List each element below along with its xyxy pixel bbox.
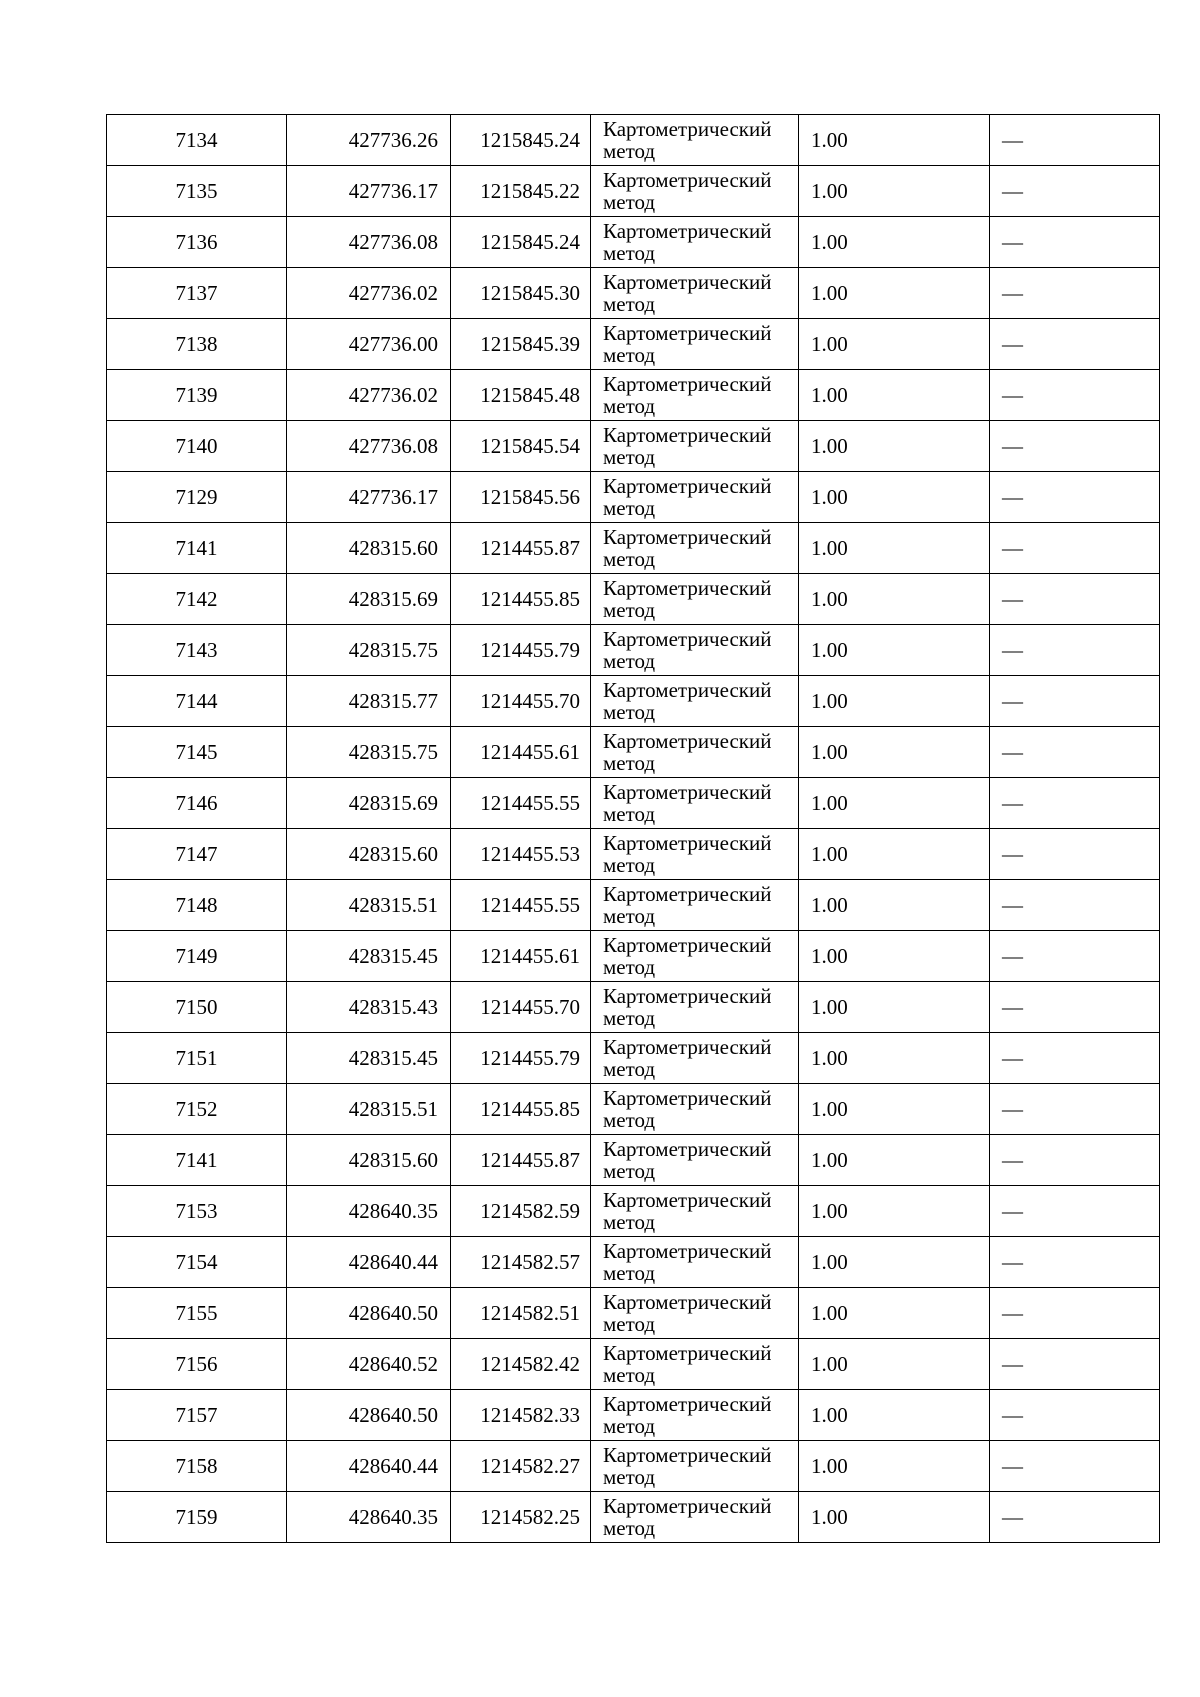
precision-cell: 1.00 (799, 166, 990, 217)
table-row (107, 421, 1160, 472)
table-row (107, 676, 1160, 727)
method-line-2: метод (603, 1057, 656, 1081)
method-line-2: метод (603, 1312, 656, 1336)
method-cell (591, 1339, 799, 1390)
x-coordinate-cell: 427736.26 (287, 115, 451, 166)
method-line-2: метод (603, 496, 656, 520)
precision-cell: 1.00 (799, 931, 990, 982)
method-cell (591, 421, 799, 472)
method-line-1: Картометрический (603, 320, 772, 345)
precision-cell: 1.00 (799, 574, 990, 625)
description-cell: — (990, 421, 1160, 472)
description-cell: — (990, 319, 1160, 370)
y-coordinate-cell: 1215845.56 (451, 472, 591, 523)
table-row (107, 1033, 1160, 1084)
method-cell (591, 217, 799, 268)
method-line-2: метод (603, 394, 656, 418)
x-coordinate-cell: 427736.17 (287, 166, 451, 217)
table-row (107, 115, 1160, 166)
precision-cell: 1.00 (799, 217, 990, 268)
x-coordinate-cell: 428315.60 (287, 523, 451, 574)
y-coordinate-cell: 1215845.30 (451, 268, 591, 319)
method-line-2: метод (603, 1261, 656, 1285)
table-row (107, 523, 1160, 574)
y-coordinate-cell: 1214455.53 (451, 829, 591, 880)
table-row (107, 574, 1160, 625)
point-number-cell: 7140 (107, 421, 287, 472)
method-line-1: Картометрический (603, 1442, 772, 1467)
method-line-1: Картометрический (603, 1187, 772, 1212)
method-line-2: метод (603, 1006, 656, 1030)
x-coordinate-cell: 428640.50 (287, 1390, 451, 1441)
method-line-1: Картометрический (603, 1136, 772, 1161)
precision-cell: 1.00 (799, 727, 990, 778)
precision-cell: 1.00 (799, 370, 990, 421)
y-coordinate-cell: 1214582.59 (451, 1186, 591, 1237)
method-line-1: Картометрический (603, 830, 772, 855)
x-coordinate-cell: 427736.08 (287, 217, 451, 268)
description-cell: — (990, 1033, 1160, 1084)
x-coordinate-cell: 428315.75 (287, 625, 451, 676)
point-number-cell: 7134 (107, 115, 287, 166)
description-cell: — (990, 880, 1160, 931)
method-line-2: метод (603, 343, 656, 367)
precision-cell: 1.00 (799, 1186, 990, 1237)
x-coordinate-cell: 428640.52 (287, 1339, 451, 1390)
method-line-2: метод (603, 904, 656, 928)
description-cell: — (990, 727, 1160, 778)
method-cell (591, 931, 799, 982)
method-cell (591, 880, 799, 931)
x-coordinate-cell: 427736.00 (287, 319, 451, 370)
description-cell: — (990, 1084, 1160, 1135)
precision-cell: 1.00 (799, 982, 990, 1033)
method-line-1: Картометрический (603, 1289, 772, 1314)
table-row (107, 880, 1160, 931)
table-row (107, 1084, 1160, 1135)
precision-cell: 1.00 (799, 1492, 990, 1543)
method-line-1: Картометрический (603, 524, 772, 549)
method-cell (591, 676, 799, 727)
precision-cell: 1.00 (799, 1288, 990, 1339)
y-coordinate-cell: 1214455.79 (451, 1033, 591, 1084)
coordinates-table-body (107, 115, 1160, 1543)
point-number-cell: 7155 (107, 1288, 287, 1339)
method-line-2: метод (603, 1465, 656, 1489)
y-coordinate-cell: 1215845.24 (451, 217, 591, 268)
x-coordinate-cell: 427736.02 (287, 268, 451, 319)
table-row (107, 472, 1160, 523)
method-cell (591, 778, 799, 829)
method-cell (591, 1288, 799, 1339)
method-cell (591, 1492, 799, 1543)
precision-cell: 1.00 (799, 523, 990, 574)
table-row (107, 931, 1160, 982)
precision-cell: 1.00 (799, 625, 990, 676)
x-coordinate-cell: 428315.75 (287, 727, 451, 778)
y-coordinate-cell: 1214455.85 (451, 1084, 591, 1135)
y-coordinate-cell: 1215845.24 (451, 115, 591, 166)
method-line-2: метод (603, 1159, 656, 1183)
table-row (107, 1237, 1160, 1288)
table-row (107, 625, 1160, 676)
point-number-cell: 7141 (107, 523, 287, 574)
y-coordinate-cell: 1214582.51 (451, 1288, 591, 1339)
table-row (107, 982, 1160, 1033)
method-cell (591, 472, 799, 523)
point-number-cell: 7156 (107, 1339, 287, 1390)
method-line-1: Картометрический (603, 371, 772, 396)
y-coordinate-cell: 1214455.85 (451, 574, 591, 625)
point-number-cell: 7147 (107, 829, 287, 880)
method-line-2: метод (603, 292, 656, 316)
method-line-1: Картометрический (603, 575, 772, 600)
precision-cell: 1.00 (799, 115, 990, 166)
method-line-1: Картометрический (603, 269, 772, 294)
method-line-1: Картометрический (603, 422, 772, 447)
point-number-cell: 7158 (107, 1441, 287, 1492)
y-coordinate-cell: 1214582.42 (451, 1339, 591, 1390)
table-row (107, 166, 1160, 217)
description-cell: — (990, 268, 1160, 319)
table-row (107, 1339, 1160, 1390)
x-coordinate-cell: 428315.69 (287, 778, 451, 829)
point-number-cell: 7142 (107, 574, 287, 625)
point-number-cell: 7145 (107, 727, 287, 778)
precision-cell: 1.00 (799, 676, 990, 727)
precision-cell: 1.00 (799, 421, 990, 472)
x-coordinate-cell: 427736.17 (287, 472, 451, 523)
x-coordinate-cell: 428315.43 (287, 982, 451, 1033)
x-coordinate-cell: 428315.45 (287, 931, 451, 982)
point-number-cell: 7148 (107, 880, 287, 931)
precision-cell: 1.00 (799, 319, 990, 370)
method-cell (591, 319, 799, 370)
precision-cell: 1.00 (799, 778, 990, 829)
method-cell (591, 523, 799, 574)
precision-cell: 1.00 (799, 1339, 990, 1390)
method-line-2: метод (603, 802, 656, 826)
method-cell (591, 370, 799, 421)
table-row (107, 727, 1160, 778)
precision-cell: 1.00 (799, 1033, 990, 1084)
table-row (107, 1186, 1160, 1237)
description-cell: — (990, 115, 1160, 166)
x-coordinate-cell: 428315.60 (287, 829, 451, 880)
method-line-2: метод (603, 1414, 656, 1438)
point-number-cell: 7151 (107, 1033, 287, 1084)
x-coordinate-cell: 428315.69 (287, 574, 451, 625)
table-row (107, 1288, 1160, 1339)
point-number-cell: 7153 (107, 1186, 287, 1237)
description-cell: — (990, 574, 1160, 625)
method-line-2: метод (603, 700, 656, 724)
y-coordinate-cell: 1214455.87 (451, 523, 591, 574)
description-cell: — (990, 1135, 1160, 1186)
method-line-1: Картометрический (603, 881, 772, 906)
x-coordinate-cell: 428640.35 (287, 1186, 451, 1237)
x-coordinate-cell: 428315.60 (287, 1135, 451, 1186)
method-line-1: Картометрический (603, 1085, 772, 1110)
method-line-1: Картометрический (603, 116, 772, 141)
method-line-2: метод (603, 190, 656, 214)
method-line-1: Картометрический (603, 932, 772, 957)
method-line-2: метод (603, 1108, 656, 1132)
method-line-2: метод (603, 1210, 656, 1234)
precision-cell: 1.00 (799, 472, 990, 523)
y-coordinate-cell: 1214455.61 (451, 931, 591, 982)
x-coordinate-cell: 428640.35 (287, 1492, 451, 1543)
precision-cell: 1.00 (799, 1084, 990, 1135)
x-coordinate-cell: 428640.50 (287, 1288, 451, 1339)
description-cell: — (990, 778, 1160, 829)
y-coordinate-cell: 1214582.33 (451, 1390, 591, 1441)
y-coordinate-cell: 1215845.54 (451, 421, 591, 472)
point-number-cell: 7135 (107, 166, 287, 217)
coordinates-table (106, 114, 1160, 1543)
description-cell: — (990, 676, 1160, 727)
description-cell: — (990, 1339, 1160, 1390)
method-line-2: метод (603, 139, 656, 163)
y-coordinate-cell: 1214455.70 (451, 676, 591, 727)
y-coordinate-cell: 1214455.55 (451, 778, 591, 829)
description-cell: — (990, 1237, 1160, 1288)
method-cell (591, 1135, 799, 1186)
point-number-cell: 7129 (107, 472, 287, 523)
description-cell: — (990, 1441, 1160, 1492)
y-coordinate-cell: 1214455.87 (451, 1135, 591, 1186)
y-coordinate-cell: 1214455.79 (451, 625, 591, 676)
method-line-2: метод (603, 445, 656, 469)
y-coordinate-cell: 1215845.22 (451, 166, 591, 217)
method-line-2: метод (603, 547, 656, 571)
y-coordinate-cell: 1214582.57 (451, 1237, 591, 1288)
method-cell (591, 268, 799, 319)
method-line-1: Картометрический (603, 218, 772, 243)
description-cell: — (990, 523, 1160, 574)
x-coordinate-cell: 428315.77 (287, 676, 451, 727)
method-cell (591, 1186, 799, 1237)
point-number-cell: 7138 (107, 319, 287, 370)
description-cell: — (990, 1288, 1160, 1339)
precision-cell: 1.00 (799, 829, 990, 880)
table-row (107, 370, 1160, 421)
precision-cell: 1.00 (799, 268, 990, 319)
description-cell: — (990, 829, 1160, 880)
method-cell (591, 574, 799, 625)
method-line-1: Картометрический (603, 677, 772, 702)
point-number-cell: 7150 (107, 982, 287, 1033)
method-line-1: Картометрический (603, 779, 772, 804)
method-line-1: Картометрический (603, 1493, 772, 1518)
description-cell: — (990, 472, 1160, 523)
table-row (107, 1135, 1160, 1186)
method-cell (591, 1390, 799, 1441)
description-cell: — (990, 982, 1160, 1033)
method-cell (591, 115, 799, 166)
point-number-cell: 7137 (107, 268, 287, 319)
point-number-cell: 7157 (107, 1390, 287, 1441)
method-line-1: Картометрический (603, 1391, 772, 1416)
x-coordinate-cell: 427736.02 (287, 370, 451, 421)
x-coordinate-cell: 428640.44 (287, 1441, 451, 1492)
method-line-1: Картометрический (603, 1238, 772, 1263)
description-cell: — (990, 217, 1160, 268)
x-coordinate-cell: 428315.45 (287, 1033, 451, 1084)
table-row (107, 217, 1160, 268)
method-line-1: Картометрический (603, 983, 772, 1008)
method-line-1: Картометрический (603, 473, 772, 498)
description-cell: — (990, 166, 1160, 217)
method-line-2: метод (603, 598, 656, 622)
description-cell: — (990, 370, 1160, 421)
point-number-cell: 7141 (107, 1135, 287, 1186)
table-row (107, 1390, 1160, 1441)
method-line-2: метод (603, 955, 656, 979)
table-row (107, 1492, 1160, 1543)
table-row (107, 778, 1160, 829)
method-cell (591, 982, 799, 1033)
method-cell (591, 1033, 799, 1084)
method-line-1: Картометрический (603, 1034, 772, 1059)
point-number-cell: 7144 (107, 676, 287, 727)
table-row (107, 1441, 1160, 1492)
table-row (107, 319, 1160, 370)
point-number-cell: 7149 (107, 931, 287, 982)
precision-cell: 1.00 (799, 1237, 990, 1288)
method-line-2: метод (603, 649, 656, 673)
x-coordinate-cell: 427736.08 (287, 421, 451, 472)
method-line-2: метод (603, 751, 656, 775)
method-line-1: Картометрический (603, 1340, 772, 1365)
precision-cell: 1.00 (799, 1135, 990, 1186)
method-line-2: метод (603, 241, 656, 265)
y-coordinate-cell: 1214582.25 (451, 1492, 591, 1543)
method-cell (591, 625, 799, 676)
y-coordinate-cell: 1214455.61 (451, 727, 591, 778)
table-row (107, 829, 1160, 880)
point-number-cell: 7152 (107, 1084, 287, 1135)
method-line-1: Картометрический (603, 728, 772, 753)
method-line-1: Картометрический (603, 626, 772, 651)
method-line-1: Картометрический (603, 167, 772, 192)
x-coordinate-cell: 428315.51 (287, 1084, 451, 1135)
table-row (107, 268, 1160, 319)
description-cell: — (990, 1390, 1160, 1441)
description-cell: — (990, 931, 1160, 982)
point-number-cell: 7139 (107, 370, 287, 421)
y-coordinate-cell: 1214582.27 (451, 1441, 591, 1492)
y-coordinate-cell: 1214455.55 (451, 880, 591, 931)
description-cell: — (990, 1186, 1160, 1237)
x-coordinate-cell: 428315.51 (287, 880, 451, 931)
precision-cell: 1.00 (799, 1390, 990, 1441)
point-number-cell: 7159 (107, 1492, 287, 1543)
y-coordinate-cell: 1215845.48 (451, 370, 591, 421)
y-coordinate-cell: 1214455.70 (451, 982, 591, 1033)
method-line-2: метод (603, 1363, 656, 1387)
description-cell: — (990, 1492, 1160, 1543)
method-cell (591, 1441, 799, 1492)
method-cell (591, 727, 799, 778)
method-line-2: метод (603, 853, 656, 877)
method-cell (591, 829, 799, 880)
method-cell (591, 1237, 799, 1288)
method-line-2: метод (603, 1516, 656, 1540)
point-number-cell: 7136 (107, 217, 287, 268)
method-cell (591, 1084, 799, 1135)
x-coordinate-cell: 428640.44 (287, 1237, 451, 1288)
point-number-cell: 7143 (107, 625, 287, 676)
precision-cell: 1.00 (799, 880, 990, 931)
description-cell: — (990, 625, 1160, 676)
y-coordinate-cell: 1215845.39 (451, 319, 591, 370)
precision-cell: 1.00 (799, 1441, 990, 1492)
point-number-cell: 7154 (107, 1237, 287, 1288)
point-number-cell: 7146 (107, 778, 287, 829)
method-cell (591, 166, 799, 217)
